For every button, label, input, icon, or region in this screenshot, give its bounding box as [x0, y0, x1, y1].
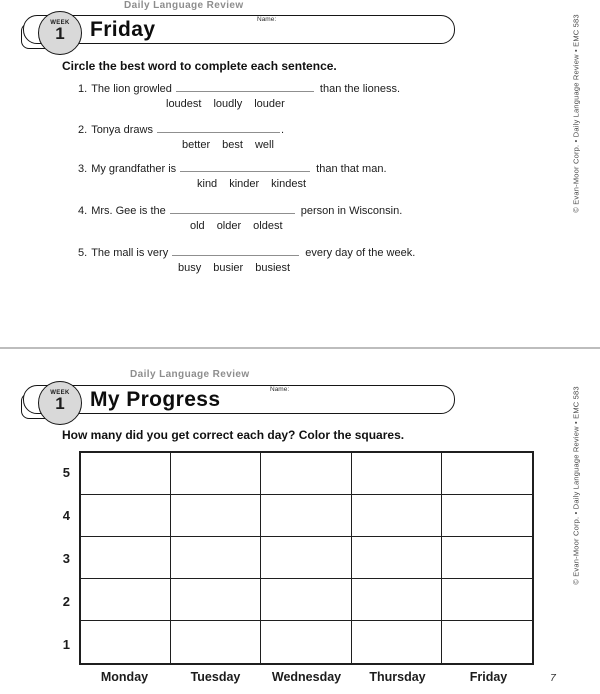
question-number: 2.: [78, 124, 88, 136]
week-badge: [38, 381, 82, 425]
choice-words: [182, 139, 498, 151]
grid-col-label: Wednesday: [271, 670, 342, 684]
week-badge: [38, 11, 82, 55]
question-number: 1.: [78, 83, 88, 95]
progress-grid: [79, 451, 534, 665]
progress-cell-monday-1[interactable]: [81, 621, 171, 663]
question-2-sentence: [78, 124, 498, 136]
choice-word[interactable]: louder: [254, 98, 285, 110]
progress-cell-thursday-1[interactable]: [352, 621, 442, 663]
sentence-before-blank: Tonya draws: [91, 124, 153, 136]
choice-word[interactable]: old: [190, 220, 205, 232]
sentence-before-blank: The mall is very: [91, 247, 169, 259]
progress-cell-tuesday-1[interactable]: [171, 621, 261, 663]
choice-word[interactable]: older: [216, 220, 242, 232]
progress-cell-monday-3[interactable]: [81, 537, 171, 579]
question-5: [78, 247, 498, 274]
progress-cell-thursday-5[interactable]: [352, 453, 442, 495]
choice-word[interactable]: loudest: [166, 98, 202, 110]
page-title: Friday: [90, 18, 156, 41]
progress-cell-friday-5[interactable]: [442, 453, 532, 495]
progress-cell-wednesday-4[interactable]: [261, 495, 351, 537]
question-1-sentence: [78, 83, 498, 95]
answer-blank[interactable]: [176, 83, 314, 92]
question-3-sentence: [78, 163, 498, 175]
question-5-sentence: [78, 247, 498, 259]
header-banner-name-area[interactable]: [23, 385, 455, 414]
sentence-after-blank: .: [280, 124, 285, 136]
choice-words: [190, 220, 498, 232]
sentence-after-blank: person in Wisconsin.: [300, 205, 403, 217]
answer-blank[interactable]: [180, 163, 310, 172]
grid-row-label: 1: [62, 637, 70, 652]
progress-cell-wednesday-5[interactable]: [261, 453, 351, 495]
progress-cell-tuesday-3[interactable]: [171, 537, 261, 579]
name-field-label: Name:: [270, 386, 290, 393]
choice-word[interactable]: kind: [197, 178, 218, 190]
choice-word[interactable]: kinder: [229, 178, 260, 190]
question-1: [78, 83, 498, 110]
grid-row-label: 5: [62, 465, 70, 480]
answer-blank[interactable]: [172, 247, 299, 256]
sentence-after-blank: than the lioness.: [319, 83, 401, 95]
progress-cell-friday-1[interactable]: [442, 621, 532, 663]
progress-cell-thursday-3[interactable]: [352, 537, 442, 579]
progress-cell-monday-2[interactable]: [81, 579, 171, 621]
progress-cell-monday-4[interactable]: [81, 495, 171, 537]
progress-cell-tuesday-4[interactable]: [171, 495, 261, 537]
week-badge-label: WEEK: [50, 20, 70, 26]
choice-word[interactable]: well: [254, 139, 274, 151]
week-badge-number: 1: [55, 394, 65, 413]
progress-cell-thursday-4[interactable]: [352, 495, 442, 537]
question-4-sentence: [78, 205, 498, 217]
grid-row-label: 2: [62, 594, 70, 609]
series-title: Daily Language Review: [130, 369, 250, 380]
progress-cell-wednesday-2[interactable]: [261, 579, 351, 621]
instruction-text: Circle the best word to complete each sentence.: [62, 59, 337, 73]
progress-cell-friday-4[interactable]: [442, 495, 532, 537]
week-badge-number: 1: [55, 24, 65, 43]
section-divider: [0, 347, 600, 349]
question-3: [78, 163, 498, 190]
grid-col-label: Monday: [100, 670, 149, 684]
choice-words: [178, 262, 498, 274]
choice-word[interactable]: busier: [213, 262, 244, 274]
choice-word[interactable]: loudly: [213, 98, 243, 110]
grid-col-label: Thursday: [369, 670, 426, 684]
series-title: Daily Language Review: [124, 0, 244, 11]
choice-word[interactable]: oldest: [253, 220, 283, 232]
copyright-sidebar-text: © Evan-Moor Corp. • Daily Language Review • EMC 583: [571, 386, 581, 585]
choice-word[interactable]: better: [182, 139, 211, 151]
progress-cell-thursday-2[interactable]: [352, 579, 442, 621]
page-number: 7: [550, 672, 556, 684]
grid-col-label: Tuesday: [190, 670, 241, 684]
grid-col-label: Friday: [469, 670, 508, 684]
page-title: My Progress: [90, 388, 221, 411]
progress-cell-monday-5[interactable]: [81, 453, 171, 495]
sentence-after-blank: every day of the week.: [305, 247, 416, 259]
sentence-before-blank: My grandfather is: [91, 163, 177, 175]
progress-cell-friday-3[interactable]: [442, 537, 532, 579]
question-number: 4.: [78, 205, 88, 217]
choice-word[interactable]: best: [222, 139, 243, 151]
question-number: 5.: [78, 247, 88, 259]
progress-cell-friday-2[interactable]: [442, 579, 532, 621]
answer-blank[interactable]: [157, 124, 280, 133]
progress-cell-tuesday-2[interactable]: [171, 579, 261, 621]
question-number: 3.: [78, 163, 88, 175]
choice-word[interactable]: kindest: [271, 178, 307, 190]
name-field-label: Name:: [257, 16, 277, 23]
copyright-sidebar-text: © Evan-Moor Corp. • Daily Language Review • EMC 583: [571, 14, 581, 213]
instruction-text: How many did you get correct each day? Color the squares.: [62, 428, 405, 442]
week-badge-label: WEEK: [50, 390, 70, 396]
answer-blank[interactable]: [170, 205, 295, 214]
choice-word[interactable]: busiest: [255, 262, 291, 274]
progress-cell-tuesday-5[interactable]: [171, 453, 261, 495]
sentence-after-blank: than that man.: [316, 163, 387, 175]
question-2: [78, 124, 498, 151]
choice-word[interactable]: busy: [178, 262, 202, 274]
choice-words: [197, 178, 498, 190]
progress-cell-wednesday-1[interactable]: [261, 621, 351, 663]
grid-row-label: 4: [62, 508, 70, 523]
grid-row-label: 3: [62, 551, 70, 566]
question-4: [78, 205, 498, 232]
header-banner-name-area[interactable]: [23, 15, 455, 44]
sentence-before-blank: The lion growled: [91, 83, 172, 95]
choice-words: [166, 98, 498, 110]
progress-cell-wednesday-3[interactable]: [261, 537, 351, 579]
sentence-before-blank: Mrs. Gee is the: [91, 205, 166, 217]
